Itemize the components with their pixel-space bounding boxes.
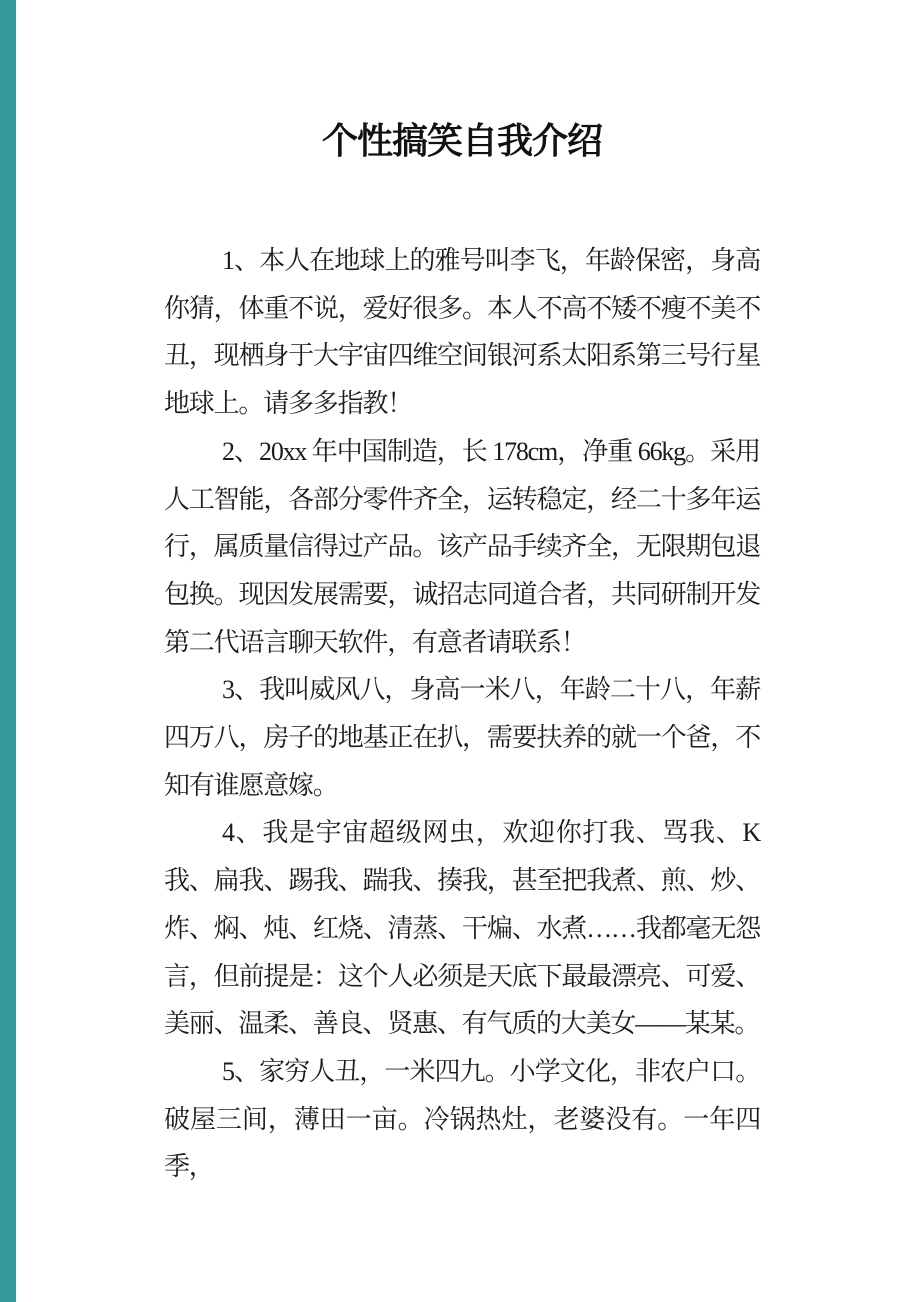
paragraph-intro-2: 2、20xx 年中国制造，长 178cm，净重 66kg。采用人工智能，各部分零件齐全，运转稳定，经二十多年运行，属质量信得过产品。该产品手续齐全，无限期包退包换。现因发展需要，诚招志同道合者，共同研制开发第二代语言聊天软件，有意者请联系！ bbox=[164, 436, 760, 657]
document-body bbox=[164, 237, 760, 1191]
paragraph-intro-5: 5、家穷人丑，一米四九。小学文化，非农户口。破屋三间，薄田一亩。冷锅热灶，老婆没有。一年四季， bbox=[164, 1056, 760, 1182]
paragraph-intro-4: 4、我是宇宙超级网虫，欢迎你打我、骂我、K 我、扁我、踢我、踹我、揍我，甚至把我煮、煎、炒、炸、焖、炖、红烧、清蒸、干煸、水煮……我都毫无怨言，但前提是：这个人必须是天底下最最漂亮、可爱、美丽、温柔、善良、贤惠、有气质的大美女——某某。 bbox=[164, 818, 760, 1039]
paragraph-intro-1: 1、本人在地球上的雅号叫李飞，年龄保密，身高你猜，体重不说，爱好很多。本人不高不矮不瘦不美不丑，现栖身于大宇宙四维空间银河系太阳系第三号行星地球上。请多多指教！ bbox=[164, 246, 760, 419]
paragraph-intro-3: 3、我叫威风八，身高一米八，年龄二十八，年薪四万八，房子的地基正在扒，需要扶养的就一个爸，不知有谁愿意嫁。 bbox=[164, 675, 760, 800]
viewer-edge-strip bbox=[0, 0, 16, 1302]
page-title: 个性搞笑自我介绍 bbox=[321, 120, 602, 161]
